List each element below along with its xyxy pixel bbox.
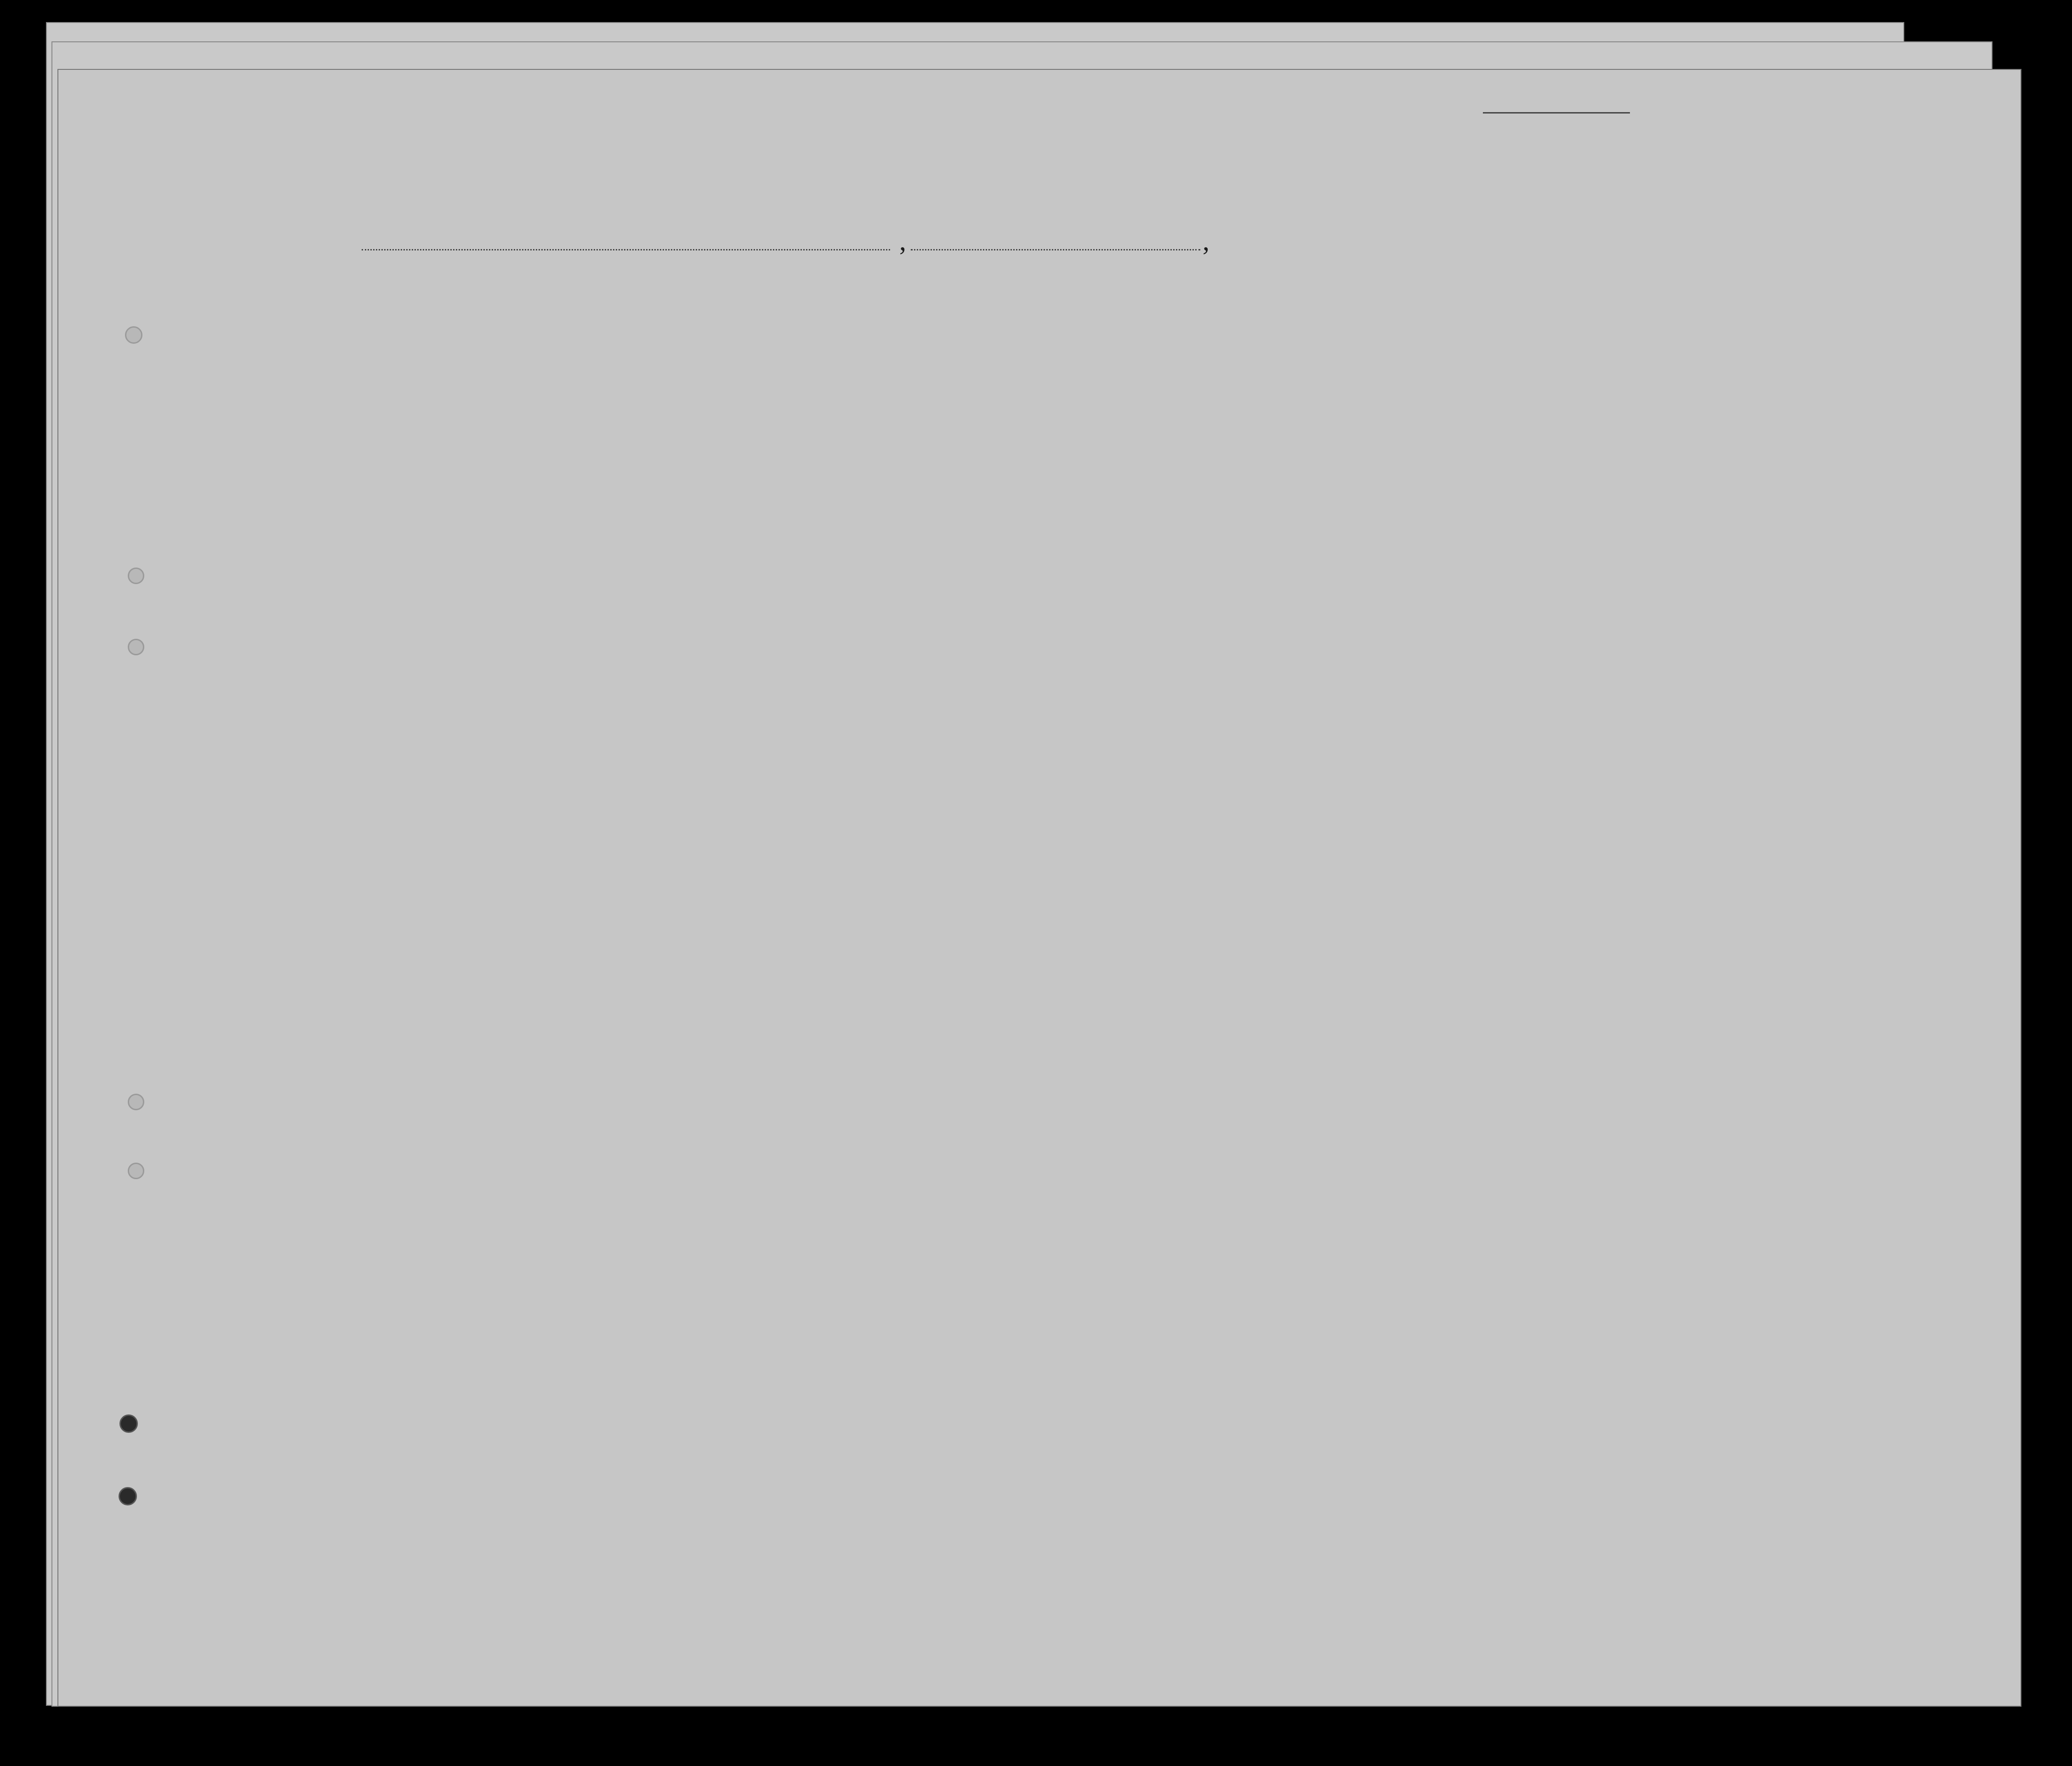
header-anarchist — [914, 392, 940, 506]
header-ticket — [177, 300, 209, 479]
header-length-stay — [761, 399, 789, 505]
binder-hole — [128, 1163, 144, 1179]
header-overthrow — [941, 392, 996, 506]
table-grid — [58, 70, 2021, 1706]
header-labor-offer — [999, 392, 1034, 506]
header-citizen — [820, 399, 848, 505]
header-purpose-return — [728, 399, 758, 505]
header-inches — [1212, 447, 1230, 497]
comma: , — [899, 226, 906, 256]
header-prison — [862, 392, 889, 506]
header-feet — [1187, 447, 1205, 497]
header-polygamist — [890, 392, 916, 506]
binder-hole — [119, 1487, 137, 1505]
binder-hole — [128, 639, 144, 655]
binder-hole — [119, 1414, 138, 1433]
header-money — [303, 304, 334, 488]
binder-hole — [128, 1094, 144, 1110]
binder-hole — [125, 326, 142, 344]
manifest-page — [57, 69, 2021, 1707]
header-deported — [1037, 392, 1069, 506]
binder-hole — [128, 568, 144, 584]
comma-2: , — [1203, 226, 1209, 256]
